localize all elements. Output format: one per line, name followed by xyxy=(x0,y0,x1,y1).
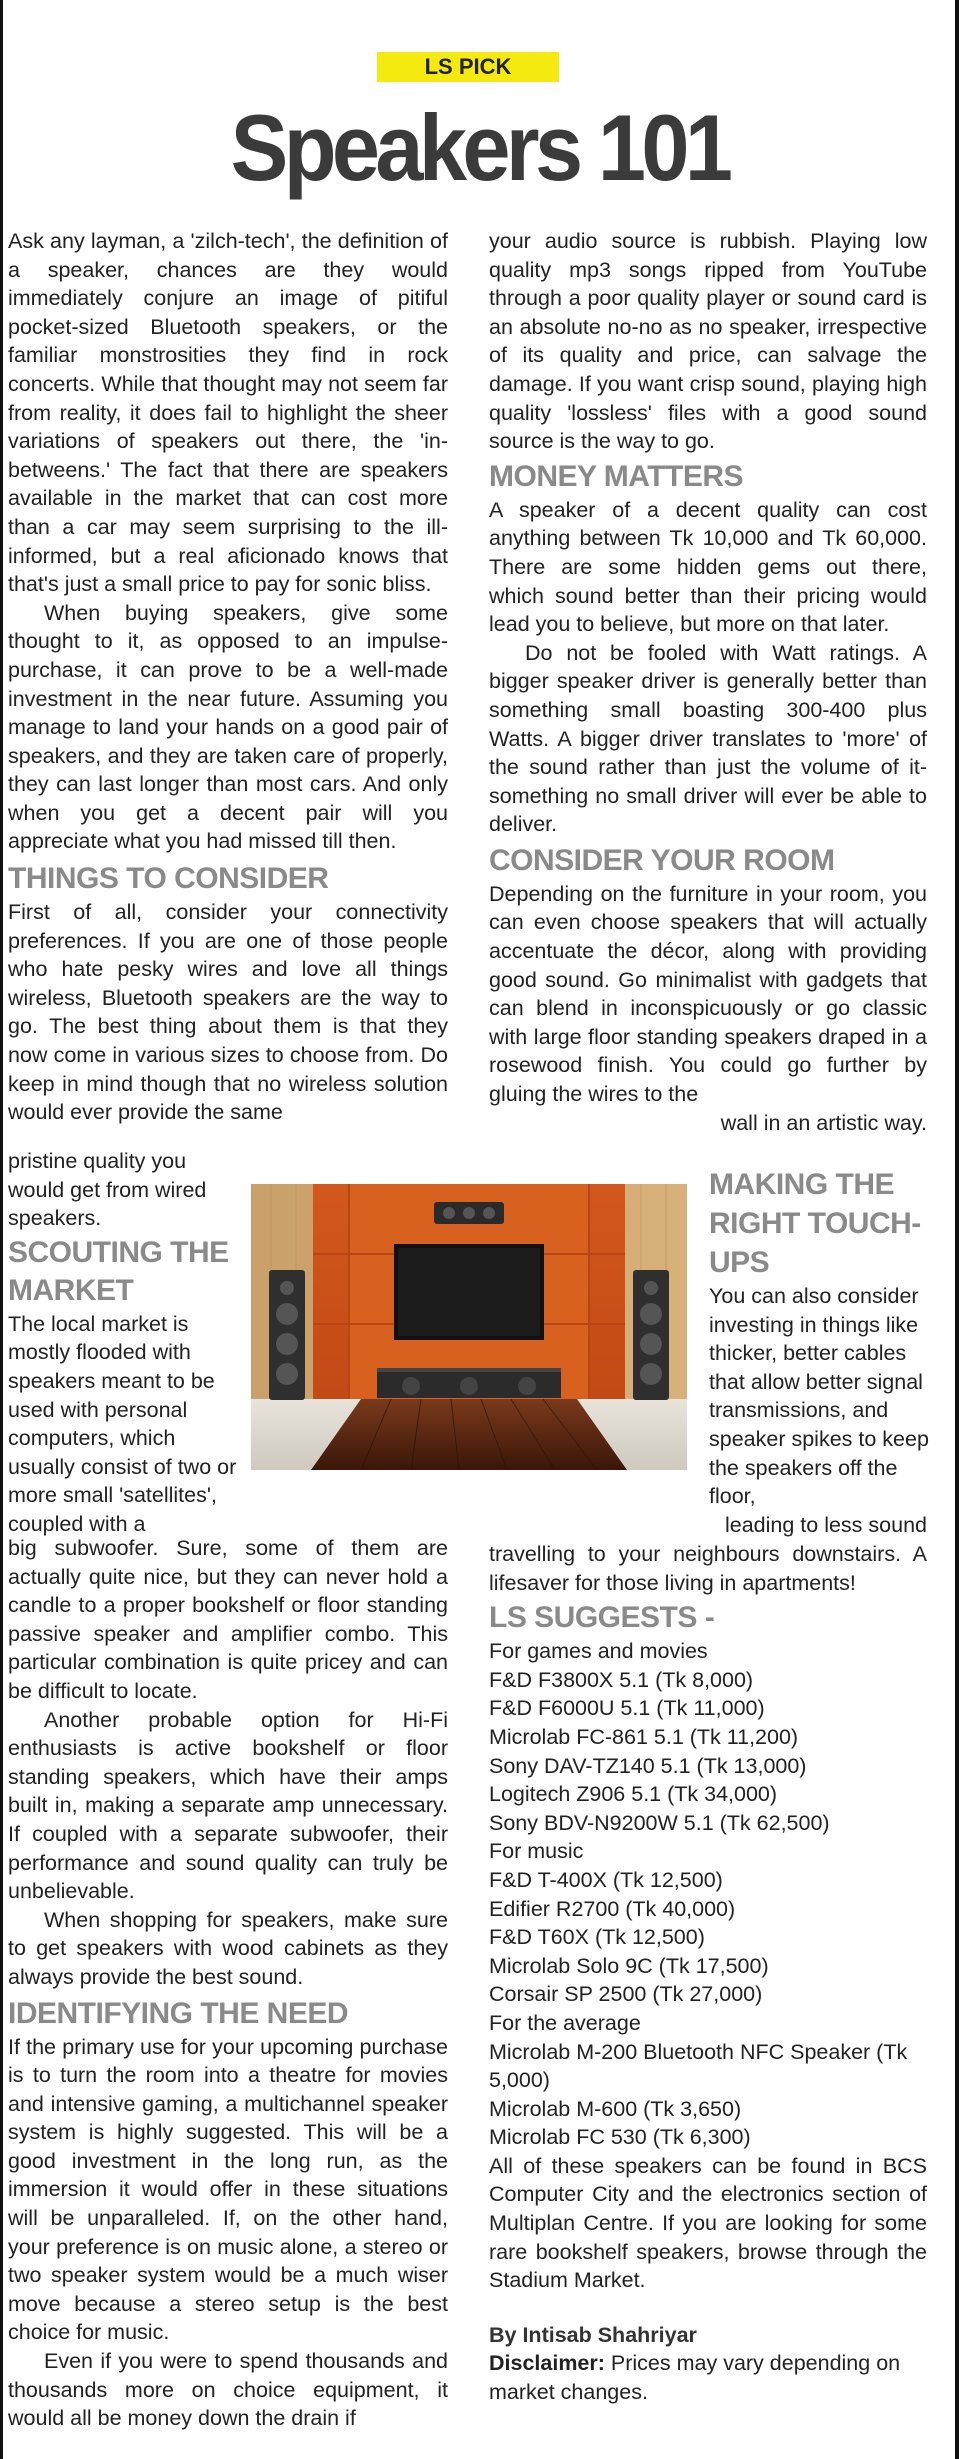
touchups-paragraph-mid: leading to less sound xyxy=(724,1513,927,1537)
suggestion-line: Microlab FC-861 5.1 (Tk 11,200) xyxy=(489,1724,799,1749)
left-column-top xyxy=(8,227,448,1127)
suggestion-line: Microlab FC 530 (Tk 6,300) xyxy=(489,2125,751,2150)
right-column-top xyxy=(489,227,927,1137)
byline: By Intisab Shahriyar xyxy=(489,2322,697,2347)
left-column-narrow xyxy=(8,1147,240,1539)
things-heading: THINGS TO CONSIDER xyxy=(8,862,329,896)
money-paragraph: A speaker of a decent quality can cost anything between Tk 10,000 and Tk 60,000. There are some hidden gems out there, which sound better than their pricing would lead you to believe, but more on that later. xyxy=(489,497,927,637)
suggestion-line: Microlab Solo 9C (Tk 17,500) xyxy=(489,1953,769,1978)
touchups-line xyxy=(489,1511,927,1540)
suggestion-line: For music xyxy=(489,1839,584,1864)
suggestion-line: Edifier R2700 (Tk 40,000) xyxy=(489,1896,736,1921)
room-paragraph: Depending on the furniture in your room, you can even choose speakers that will actually accentuate the décor, along with providing good sound. Go minimalist with gadgets that can blend in inconspicuously or go classic with large floor standing speakers draped in a rosewood finish. You could go further by gluing the wires to the xyxy=(489,881,927,1107)
right-border xyxy=(955,0,959,2459)
closing-paragraph: All of these speakers can be found in BCS Computer City and the electronics section of Multiplan Centre. If you are looking for some rare bookshelf speakers, browse through the Stadium Market. xyxy=(489,2153,927,2293)
disclaimer-label: Disclaimer: xyxy=(489,2351,605,2376)
room-paragraph-end: wall in an artistic way. xyxy=(720,1110,927,1135)
need-heading: IDENTIFYING THE NEED xyxy=(8,1996,349,2030)
home-theatre-photo xyxy=(251,1184,687,1470)
touchups-paragraph-end: travelling to your neighbours downstairs. A lifesaver for those living in apartments! xyxy=(489,1542,927,1595)
suggestion-line: F&D T-400X (Tk 12,500) xyxy=(489,1867,723,1892)
suggestion-line: Sony DAV-TZ140 5.1 (Tk 13,000) xyxy=(489,1753,807,1778)
suggestion-line: Corsair SP 2500 (Tk 27,000) xyxy=(489,1982,763,2007)
suggestion-line: F&D T60X (Tk 12,500) xyxy=(489,1925,705,1950)
scouting-paragraph-3: When shopping for speakers, make sure to get speakers with wood cabinets as they always provide the best sound. xyxy=(8,1907,448,1989)
disclaimer-text: Prices may vary depending on market changes. xyxy=(489,2351,901,2405)
things-paragraph: First of all, consider your connectivity preferences. If you are one of those people who hate pesky wires and love all things wireless, Bluetooth speakers are the way to go. The best thing about them is that they now come in various sizes to choose from. Do keep in mind though that no wireless solution would ever provide the same xyxy=(8,900,448,1125)
intro-paragraph: Ask any layman, a 'zilch-tech', the definition of a speaker, chances are they would immediately conjure an image of pitiful pocket-sized Bluetooth speakers, or the familiar monstrosities they find in rock concerts. While that thought may not seem far from reality, it does fail to highlight the sheer variations of speakers out there, the 'in-betweens.' The fact that there are speakers available in the market that can cost more than a car may seem surprising to the ill-informed, but a real aficionado knows that that's just a small price to pay for sonic bliss. xyxy=(8,229,448,597)
money-paragraph-2: Do not be fooled with Watt ratings. A bigger speaker driver is generally better than something small boasting 300-400 plus Watts. A bigger driver translates to 'more' of the sound rather than just the volume of it- something no small driver will ever be able to deliver. xyxy=(489,640,927,837)
home-theatre-illustration xyxy=(251,1184,687,1470)
suggestion-line: For games and movies xyxy=(489,1639,708,1664)
room-heading: CONSIDER YOUR ROOM xyxy=(489,843,835,877)
right-column-bottom xyxy=(489,1540,927,2407)
suggestion-line: Logitech Z906 5.1 (Tk 34,000) xyxy=(489,1782,778,1807)
suggestion-line: F&D F6000U 5.1 (Tk 11,000) xyxy=(489,1696,765,1721)
suggestion-line: For the average xyxy=(489,2010,641,2035)
right-column-narrow xyxy=(709,1165,931,1511)
suggestion-line: Microlab M-600 (Tk 3,650) xyxy=(489,2096,742,2121)
touchups-heading: MAKING THE RIGHT TOUCH-UPS xyxy=(709,1168,921,1279)
disclaimer xyxy=(489,2349,927,2406)
money-heading: MONEY MATTERS xyxy=(489,459,744,493)
things-paragraph-end: pristine quality you would get from wired speakers. xyxy=(8,1149,207,1231)
section-tag: LS PICK xyxy=(377,52,559,82)
source-paragraph: your audio source is rubbish. Playing low quality mp3 songs ripped from YouTube through a poor quality player or sound card is an absolute no-no as no speaker, irrespective of its quality and price, can salvage the damage. If you want crisp sound, playing high quality 'lossless' files with a good sound source is the way to go. xyxy=(489,229,927,454)
left-column-bottom xyxy=(8,1534,448,2433)
suggestion-list xyxy=(489,1637,927,2152)
touchups-paragraph: You can also consider investing in things like thicker, better cables that allow better signal transmissions, and speaker spikes to keep the speakers off the floor, xyxy=(709,1284,929,1509)
scouting-paragraph-2: Another probable option for Hi-Fi enthusiasts is active bookshelf or floor standing speakers, which have their amps built in, making a separate amp unnecessary. If coupled with a separate subwoofer, their performance and sound quality can truly be unbelievable. xyxy=(8,1707,448,1904)
need-paragraph: If the primary use for your upcoming purchase is to turn the room into a theatre for movies and intensive gaming, a multichannel speaker system is highly suggested. This will be a good investment in the long run, as the immersion it would offer in these situations will be unparalleled. If, on the other hand, your preference is on music alone, a stereo or two speaker system would be a much wiser move because a stereo setup is the best choice for music. xyxy=(8,2034,448,2345)
scouting-paragraph: The local market is mostly flooded with speakers meant to be used with personal computers, which usually consist of two or more small 'satellites', coupled with a xyxy=(8,1311,237,1536)
scouting-heading: SCOUTING THE MARKET xyxy=(8,1235,229,1307)
article-title: Speakers 101 xyxy=(230,95,729,200)
scouting-paragraph-cont: big subwoofer. Sure, some of them are actually quite nice, but they can never hold a candle to a proper bookshelf or floor standing passive speaker and amplifier combo. This particular combination is quite pricey and can be difficult to locate. xyxy=(8,1536,448,1703)
suggestion-line: Microlab M-200 Bluetooth NFC Speaker (Tk 5,000) xyxy=(489,2039,908,2093)
suggestion-line: F&D F3800X 5.1 (Tk 8,000) xyxy=(489,1667,754,1692)
suggestion-line: Sony BDV-N9200W 5.1 (Tk 62,500) xyxy=(489,1810,830,1835)
left-border xyxy=(0,0,3,2459)
intro-paragraph-2: When buying speakers, give some thought to it, as opposed to an impulse-purchase, it can prove to be a well-made investment in the near future. Assuming you manage to land your hands on a good pair of speakers, and they are taken care of properly, they can last longer than most cars. And only when you get a decent pair will you appreciate what you had missed till then. xyxy=(8,600,448,854)
suggests-heading: LS SUGGESTS - xyxy=(489,1601,715,1635)
need-paragraph-2: Even if you were to spend thousands and thousands more on choice equipment, it would all be money down the drain if xyxy=(8,2349,448,2431)
